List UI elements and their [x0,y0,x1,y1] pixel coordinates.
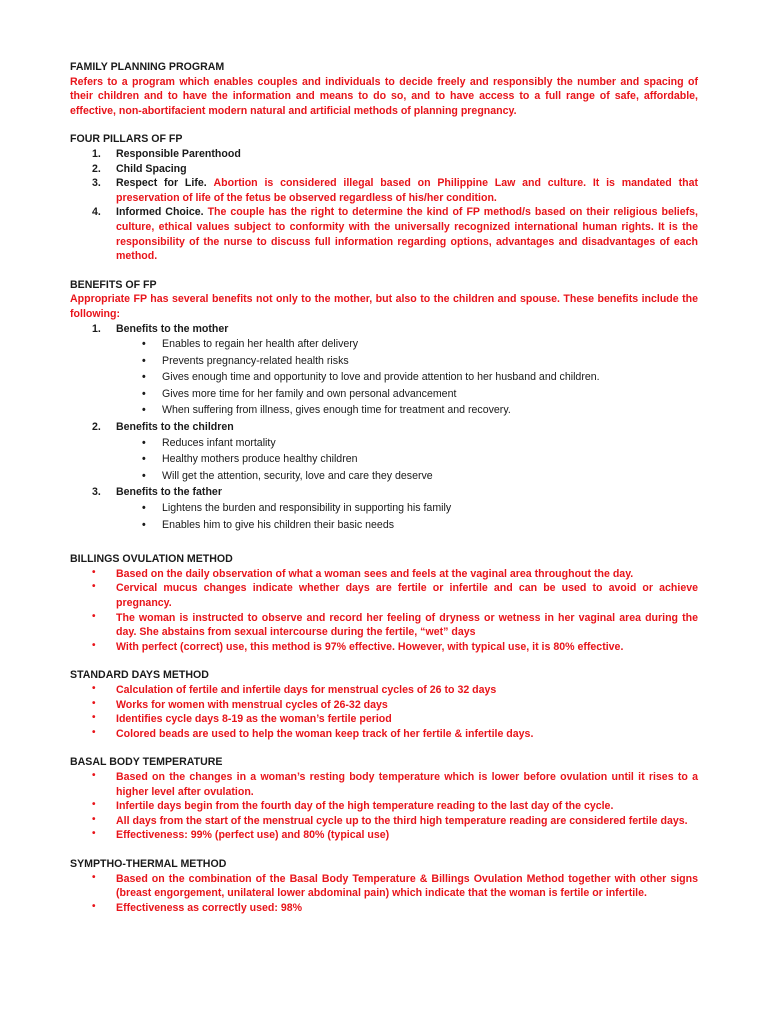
item-number: 2. [92,421,101,434]
benefit-group-father [70,485,698,500]
item-detail: Abortion is considered illegal based on Philippine Law and culture. It is mandated that preservation of life of the fetus be observed regardless of his/her condition. [116,177,698,204]
list-item: • Reduces infant mortality [70,436,698,451]
item-detail: The couple has the right to determine the kind of FP method/s based on their religious beliefs, culture, ethical values subject to conformity with the universally recognized international human rights. It is the responsibility of the nurse to discuss full information regarding options, advantages and disadvantages of each method. [116,206,698,263]
item-number: 1. [92,147,101,160]
item-number: 3. [92,486,101,499]
group-label: Benefits to the father [116,486,222,499]
section-heading: BASAL BODY TEMPERATURE [70,756,223,769]
standard-days-section [70,668,698,741]
four-pillars-section [70,132,698,263]
group-label: Benefits to the children [116,421,234,434]
symptho-thermal-list [70,872,698,916]
list-item: • Calculation of fertile and infertile days for menstrual cycles of 26 to 32 days [70,683,698,698]
definition-paragraph: Refers to a program which enables couples and individuals to decide freely and responsibly the number and spacing of their children and to have the information and means to do so, and to have access to a full range of safe, affordable, effective, non-abortifacient modern natural and artificial methods of planning pregnancy. [70,75,698,117]
list-item: • Based on the changes in a woman’s resting body temperature which is lower before ovulation until it rises to a higher level after ovulation. [70,770,698,799]
pillars-list [70,147,698,264]
item-number: 2. [92,162,101,175]
basal-body-section [70,755,698,843]
list-item: • Gives enough time and opportunity to love and provide attention to her husband and children. [70,370,698,385]
list-item: • Works for women with menstrual cycles of 26-32 days [70,698,698,713]
list-item: • With perfect (correct) use, this method is 97% effective. However, with typical use, it is 80% effective. [70,640,698,655]
list-item: • Cervical mucus changes indicate whether days are fertile or infertile and can be used to avoid or achieve pregnancy. [70,581,698,610]
section-heading: FOUR PILLARS OF FP [70,133,183,146]
benefits-groups [70,322,698,337]
list-item: • Based on the combination of the Basal Body Temperature & Billings Ovulation Method together with other signs (breast engorgement, unilateral lower abdominal pain) which indicate that the woman is fertile or infertile. [70,872,698,901]
list-item: • Infertile days begin from the fourth day of the high temperature reading to the last day of the cycle. [70,799,698,814]
list-item: • Will get the attention, security, love and care they deserve [70,469,698,484]
children-benefits-list [70,436,698,484]
list-item: • Identifies cycle days 8-19 as the woman’s fertile period [70,712,698,727]
list-item: • Enables him to give his children their basic needs [70,518,698,533]
list-item [70,176,698,205]
list-item: • When suffering from illness, gives enough time for treatment and recovery. [70,403,698,418]
item-lead: Respect for Life. [116,177,207,190]
item-lead: Child Spacing [116,162,187,175]
list-item [70,147,698,162]
item-number: 4. [92,206,101,219]
list-item: • Based on the daily observation of what a woman sees and feels at the vaginal area throughout the day. [70,567,698,582]
list-item: • Effectiveness: 99% (perfect use) and 80% (typical use) [70,828,698,843]
benefits-intro: Appropriate FP has several benefits not only to the mother, but also to the children and spouse. These benefits include the following: [70,293,698,320]
list-item: • The woman is instructed to observe and record her feeling of dryness or wetness in her vaginal area during the day. She abstains from sexual intercourse during the fertile, “wet” days [70,611,698,640]
section-heading: BILLINGS OVULATION METHOD [70,553,233,566]
item-lead: Responsible Parenthood [116,147,241,160]
list-item [70,162,698,177]
mother-benefits-list [70,337,698,418]
section-heading: BENEFITS OF FP [70,278,157,291]
list-item: • Colored beads are used to help the woman keep track of her fertile & infertile days. [70,727,698,742]
benefit-group-children [70,420,698,435]
list-item [70,205,698,263]
benefits-groups [70,485,698,500]
section-heading: STANDARD DAYS METHOD [70,669,209,682]
list-item: • Effectiveness as correctly used: 98% [70,901,698,916]
section-heading: SYMPTHO-THERMAL METHOD [70,857,227,870]
family-planning-section [70,60,698,118]
list-item: • Gives more time for her family and own personal advancement [70,387,698,402]
basal-body-list [70,770,698,843]
list-item: • Prevents pregnancy-related health risks [70,354,698,369]
list-item: • All days from the start of the menstrual cycle up to the third high temperature reading are considered fertile days. [70,814,698,829]
group-label: Benefits to the mother [116,322,229,335]
section-heading: FAMILY PLANNING PROGRAM [70,61,225,73]
benefit-group-mother [70,322,698,337]
benefits-groups [70,420,698,435]
benefits-section [70,278,698,533]
list-item: • Healthy mothers produce healthy children [70,452,698,467]
item-number: 3. [92,177,101,190]
billings-list [70,567,698,655]
item-number: 1. [92,322,101,335]
list-item: • Lightens the burden and responsibility in supporting his family [70,501,698,516]
list-item: • Enables to regain her health after delivery [70,337,698,352]
symptho-thermal-section [70,857,698,915]
standard-days-list [70,683,698,741]
item-lead: Informed Choice. [116,206,204,219]
father-benefits-list [70,501,698,532]
billings-section [70,552,698,654]
